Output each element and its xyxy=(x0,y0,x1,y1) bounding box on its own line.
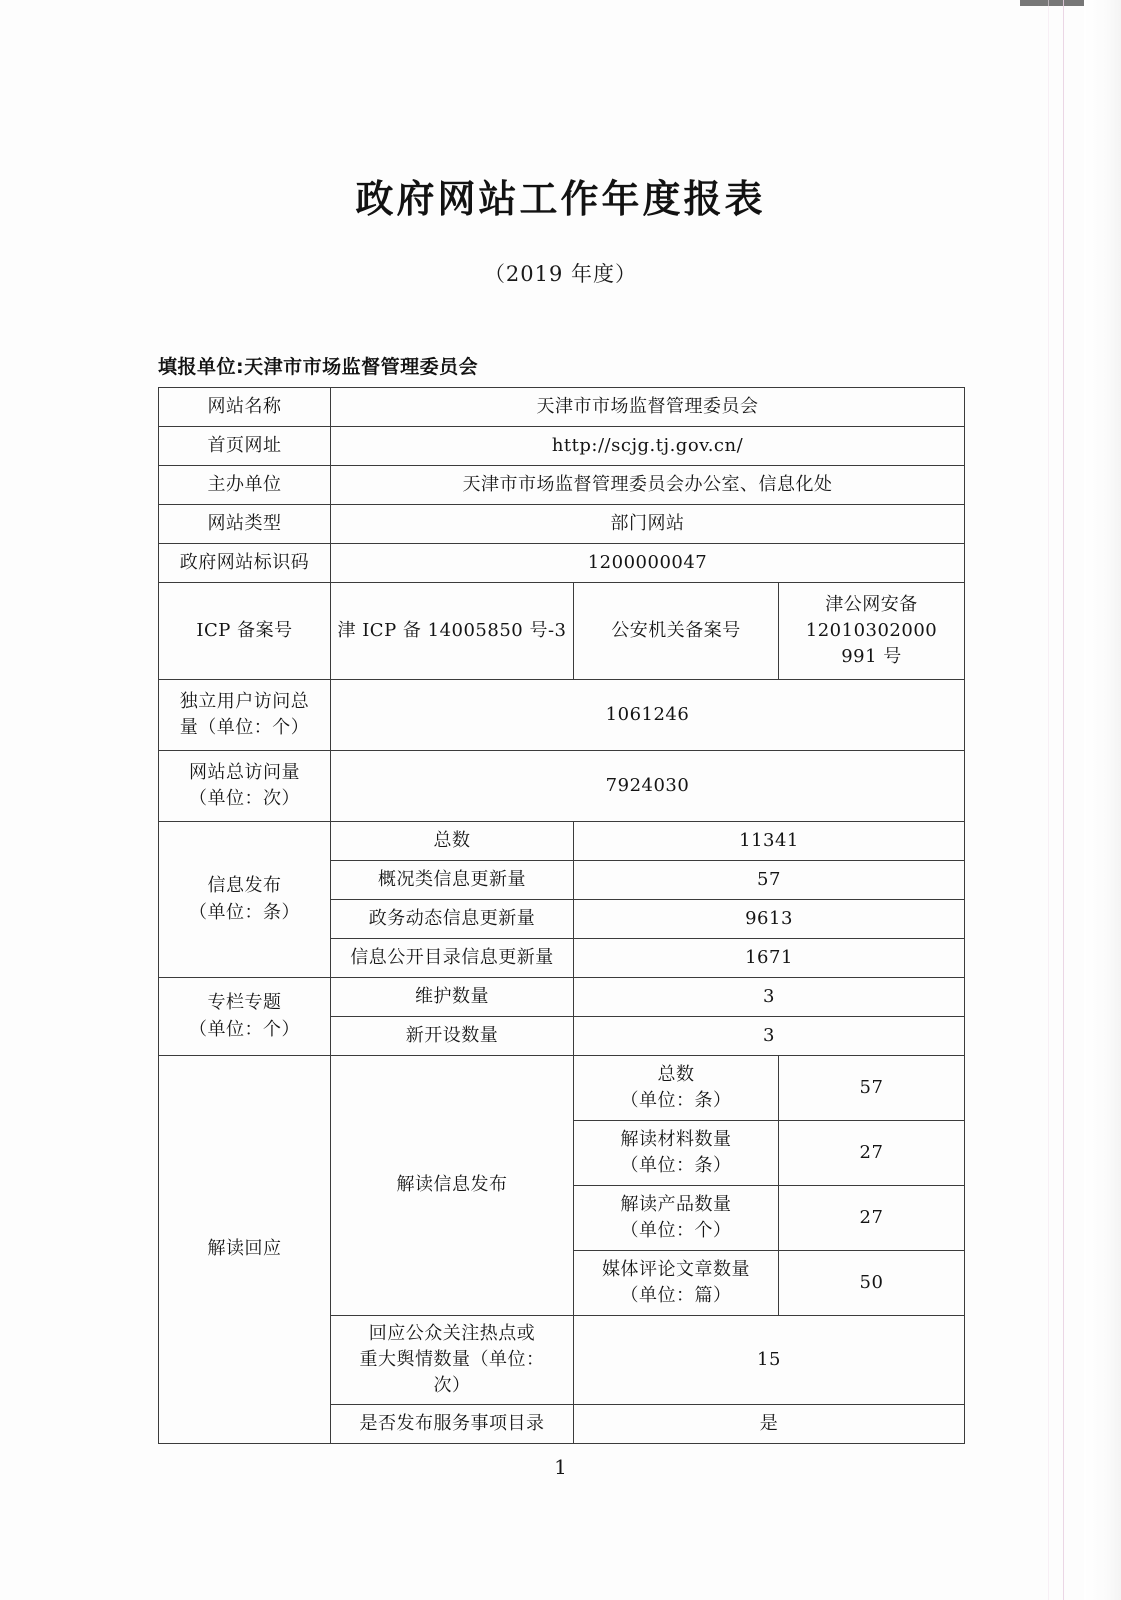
page-number: 1 xyxy=(554,1455,567,1479)
interpretation-media-label-line-2: （单位：篇） xyxy=(620,1285,732,1306)
label-interpretation-materials xyxy=(574,1121,779,1186)
value-police-filing xyxy=(779,583,965,680)
scan-artifact-line-primary xyxy=(1063,0,1064,1600)
table-row-website-type xyxy=(159,505,965,544)
value-special-topics-maintained: 3 xyxy=(574,978,965,1017)
scan-artifact-line-secondary xyxy=(1048,0,1049,1600)
label-website-type: 网站类型 xyxy=(159,505,331,544)
table-row-interpretation-total xyxy=(159,1056,965,1121)
value-info-release-total: 11341 xyxy=(574,822,965,861)
value-hotspot-response: 15 xyxy=(574,1316,965,1405)
label-interpretation: 解读回应 xyxy=(159,1056,331,1444)
unique-visitors-label-line-1: 独立用户访问总 xyxy=(179,690,310,712)
total-visits-label-line-1: 网站总访问量 xyxy=(189,761,300,783)
label-gov-site-id: 政府网站标识码 xyxy=(159,544,331,583)
table-row-total-visits xyxy=(159,751,965,822)
label-info-release-catalog: 信息公开目录信息更新量 xyxy=(331,939,574,978)
value-info-release-catalog: 1671 xyxy=(574,939,965,978)
interpretation-media-label-line-1: 媒体评论文章数量 xyxy=(602,1258,750,1280)
value-total-visits: 7924030 xyxy=(331,751,965,822)
info-release-label-line-1: 信息发布 xyxy=(207,875,282,897)
value-interpretation-materials: 27 xyxy=(779,1121,965,1186)
value-service-catalog: 是 xyxy=(574,1405,965,1444)
table-row-info-release-total xyxy=(159,822,965,861)
interpretation-products-label-line-2: （单位：个） xyxy=(620,1220,732,1241)
value-website-name: 天津市市场监督管理委员会 xyxy=(331,388,965,427)
label-special-topics-new: 新开设数量 xyxy=(331,1017,574,1056)
value-info-release-news: 9613 xyxy=(574,900,965,939)
label-homepage-url: 首页网址 xyxy=(159,427,331,466)
value-host-unit: 天津市市场监督管理委员会办公室、信息化处 xyxy=(331,466,965,505)
value-interpretation-media: 50 xyxy=(779,1251,965,1316)
hotspot-label-line-2: 重大舆情数量（单位： xyxy=(359,1348,545,1370)
label-info-release-total: 总数 xyxy=(331,822,574,861)
table-row-website-name xyxy=(159,388,965,427)
value-interpretation-products: 27 xyxy=(779,1186,965,1251)
label-info-release-news: 政务动态信息更新量 xyxy=(331,900,574,939)
page-subtitle: （2019 年度） xyxy=(483,262,638,286)
table-row-icp xyxy=(159,583,965,680)
label-interpretation-total xyxy=(574,1056,779,1121)
value-unique-visitors: 1061246 xyxy=(331,680,965,751)
police-value-line-1: 津公网安备 xyxy=(825,593,918,615)
unique-visitors-label-line-2: 量（单位：个） xyxy=(179,717,310,738)
interpretation-total-label-line-1: 总数 xyxy=(657,1063,695,1085)
page-title: 政府网站工作年度报表 xyxy=(355,177,766,221)
value-gov-site-id: 1200000047 xyxy=(331,544,965,583)
table-row-special-topics-maintained xyxy=(159,978,965,1017)
label-host-unit: 主办单位 xyxy=(159,466,331,505)
label-police-filing: 公安机关备案号 xyxy=(574,583,779,680)
total-visits-label-line-2: （单位：次） xyxy=(189,788,300,809)
label-total-visits xyxy=(159,751,331,822)
hotspot-label-line-1: 回应公众关注热点或 xyxy=(368,1322,536,1344)
label-icp: ICP 备案号 xyxy=(159,583,331,680)
value-info-release-overview: 57 xyxy=(574,861,965,900)
label-unique-visitors xyxy=(159,680,331,751)
info-release-label-line-2: （单位：条） xyxy=(189,901,300,923)
value-icp: 津 ICP 备 14005850 号-3 xyxy=(331,583,574,680)
label-interpretation-media xyxy=(574,1251,779,1316)
table-row-unique-visitors xyxy=(159,680,965,751)
label-info-release-overview: 概况类信息更新量 xyxy=(331,861,574,900)
label-info-release xyxy=(159,822,331,978)
interpretation-total-label-line-2: （单位：条） xyxy=(620,1090,732,1111)
police-value-line-3: 991 号 xyxy=(841,646,902,668)
label-website-name: 网站名称 xyxy=(159,388,331,427)
label-hotspot-response xyxy=(331,1316,574,1405)
table-row-homepage-url xyxy=(159,427,965,466)
interpretation-products-label-line-1: 解读产品数量 xyxy=(620,1193,732,1215)
interpretation-materials-label-line-1: 解读材料数量 xyxy=(620,1128,732,1150)
annual-report-table xyxy=(158,387,965,1444)
label-interpretation-release: 解读信息发布 xyxy=(331,1056,574,1316)
special-topics-label-line-1: 专栏专题 xyxy=(207,992,282,1014)
label-special-topics-maintained: 维护数量 xyxy=(331,978,574,1017)
label-service-catalog: 是否发布服务事项目录 xyxy=(331,1405,574,1444)
value-interpretation-total: 57 xyxy=(779,1056,965,1121)
scan-edge-shadow xyxy=(1084,0,1121,1600)
label-special-topics xyxy=(159,978,331,1056)
hotspot-label-line-3: 次） xyxy=(433,1375,471,1397)
police-value-line-2: 12010302000 xyxy=(805,619,938,641)
value-homepage-url: http://scjg.tj.gov.cn/ xyxy=(331,427,965,466)
table-row-gov-site-id xyxy=(159,544,965,583)
label-interpretation-products xyxy=(574,1186,779,1251)
report-unit-label: 填报单位:天津市市场监督管理委员会 xyxy=(158,356,479,378)
interpretation-materials-label-line-2: （单位：条） xyxy=(620,1155,732,1176)
scan-artifact-top xyxy=(1020,0,1084,6)
special-topics-label-line-2: （单位：个） xyxy=(189,1018,300,1040)
table-row-host-unit xyxy=(159,466,965,505)
value-website-type: 部门网站 xyxy=(331,505,965,544)
value-special-topics-new: 3 xyxy=(574,1017,965,1056)
